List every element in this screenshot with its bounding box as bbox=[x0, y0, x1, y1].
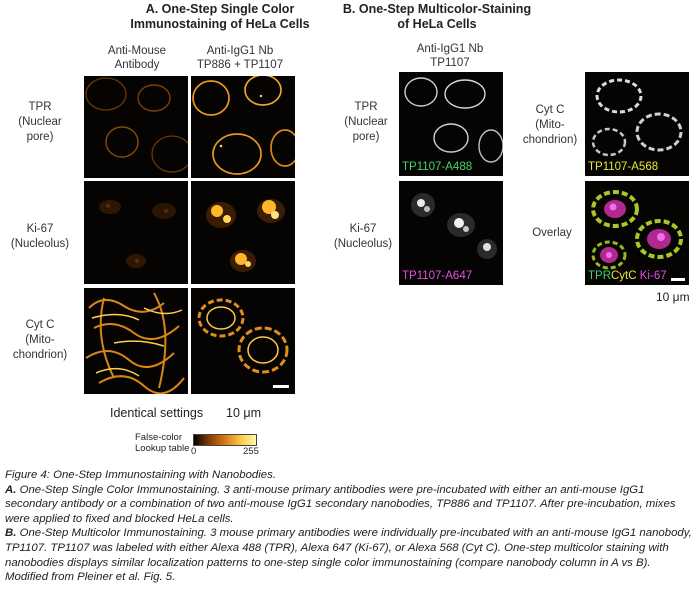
overlay-label-tpr: TPR bbox=[588, 270, 611, 282]
overlay-label-ki67: Ki-67 bbox=[639, 270, 667, 282]
row-label-tpr-a-line1: TPR bbox=[28, 101, 52, 113]
col-header-nb-line1: Anti-IgG1 Nb bbox=[206, 45, 274, 57]
lut-min: 0 bbox=[191, 446, 197, 457]
figure-caption bbox=[5, 468, 695, 585]
scale-label-a: 10 μm bbox=[226, 406, 261, 420]
channel-label-a647: TP1107-A647 bbox=[402, 270, 473, 282]
row-label-cytc-b-line3: chondrion) bbox=[522, 134, 578, 146]
panel-b-title-line1: B. One-Step Multicolor-Staining bbox=[342, 2, 532, 16]
row-label-cytc-a bbox=[0, 318, 80, 363]
channel-label-a488: TP1107-A488 bbox=[402, 161, 473, 173]
panel-a-title-line1: A. One-Step Single Color bbox=[145, 2, 295, 16]
row-label-tpr-a-line2: (Nuclear bbox=[18, 116, 62, 128]
image-tpr-a488 bbox=[399, 72, 503, 176]
panel-a-title-line2: Immunostaining of HeLa Cells bbox=[130, 17, 310, 31]
image-cytc-a568 bbox=[585, 72, 689, 176]
col-header-anti-mouse-line1: Anti-Mouse bbox=[107, 45, 167, 57]
image-overlay bbox=[585, 181, 689, 285]
image-ki67-antibody bbox=[84, 181, 188, 284]
overlay-label-cytc: CytC bbox=[611, 270, 637, 282]
row-label-overlay bbox=[522, 226, 582, 241]
row-label-ki67-a-line1: Ki-67 bbox=[26, 223, 54, 235]
row-label-tpr-a-line3: pore) bbox=[26, 131, 54, 143]
overlay-channel-labels bbox=[588, 270, 667, 283]
panel-a-title bbox=[120, 2, 320, 32]
image-ki67-a647 bbox=[399, 181, 503, 285]
panel-b-title-line2: of HeLa Cells bbox=[397, 17, 477, 31]
caption-b-text: One-Step Multicolor Immunostaining. 3 mouse primary antibodies were individually pre-incubated with an anti-mouse IgG1 nanobody, TP1107. TP1107 was labeled with either Alexa 488 (TPR), Alexa 647 (Ki-67), or Alexa 568 (Cyt C). One-step multicolor staining with nanobodies displays similar localization patterns to one-step single color immunostaining (compare nanobody column in A vs B). Modified from Pleiner et al. Fig. 5. bbox=[5, 527, 692, 584]
row-label-ki67-b-line2: (Nucleolus) bbox=[333, 238, 393, 250]
lut-gradient bbox=[193, 434, 257, 446]
row-label-cytc-a-line1: Cyt C bbox=[25, 319, 55, 331]
identical-settings-label: Identical settings bbox=[110, 406, 204, 420]
col-header-anti-mouse bbox=[84, 44, 190, 72]
row-label-cytc-a-line3: chondrion) bbox=[12, 349, 68, 361]
caption-a-text: One-Step Single Color Immunostaining. 3 anti-mouse primary antibodies were pre-incubated with either an anti-mouse IgG1 secondary antibody or a combination of two anti-mouse IgG1 secondary nanobodies, TP886 and TP1107. After pre-incubation, mixes were applied to fixed and blocked HeLa cells. bbox=[5, 483, 676, 525]
scale-bar-b bbox=[671, 278, 685, 281]
row-label-overlay-line1: Overlay bbox=[532, 227, 572, 239]
row-label-ki67-a-line2: (Nucleolus) bbox=[10, 238, 70, 250]
caption-a-label: A. bbox=[5, 483, 17, 496]
lut-max: 255 bbox=[243, 446, 259, 457]
col-header-anti-mouse-line2: Antibody bbox=[114, 59, 160, 71]
caption-figure-title: Figure 4: One-Step Immunostaining with Nanobodies. bbox=[5, 469, 276, 481]
row-label-ki67-b bbox=[324, 222, 402, 252]
row-label-tpr-b bbox=[336, 100, 396, 145]
image-cytc-nanobody bbox=[191, 288, 295, 394]
col-header-nb-line2: TP886 + TP1107 bbox=[196, 59, 284, 71]
row-label-cytc-a-line2: (Mito- bbox=[25, 334, 55, 346]
row-label-tpr-a bbox=[0, 100, 80, 145]
col-header-tp1107 bbox=[398, 42, 502, 70]
scale-bar-a bbox=[273, 385, 289, 388]
row-label-ki67-b-line1: Ki-67 bbox=[349, 223, 377, 235]
image-cytc-antibody bbox=[84, 288, 188, 394]
caption-a bbox=[5, 483, 695, 527]
lut-label-line1: False-color bbox=[135, 432, 182, 443]
scale-label-b: 10 μm bbox=[656, 290, 690, 304]
caption-b bbox=[5, 526, 695, 584]
row-label-tpr-b-line3: pore) bbox=[352, 131, 380, 143]
caption-b-label: B. bbox=[5, 527, 17, 540]
panel-b-title bbox=[332, 2, 542, 32]
row-label-ki67-a bbox=[0, 222, 80, 252]
col-header-nb bbox=[190, 44, 290, 72]
col-header-tp1107-line1: Anti-IgG1 Nb bbox=[416, 43, 484, 55]
channel-label-a568: TP1107-A568 bbox=[588, 161, 659, 173]
row-label-cytc-b bbox=[516, 103, 584, 148]
row-label-cytc-b-line1: Cyt C bbox=[535, 104, 565, 116]
row-label-tpr-b-line1: TPR bbox=[354, 101, 378, 113]
image-ki67-nanobody bbox=[191, 181, 295, 284]
row-label-tpr-b-line2: (Nuclear bbox=[344, 116, 388, 128]
lut-label bbox=[135, 432, 189, 454]
image-tpr-nanobody bbox=[191, 76, 295, 178]
row-label-cytc-b-line2: (Mito- bbox=[535, 119, 565, 131]
lut-label-line2: Lookup table bbox=[135, 443, 190, 454]
image-tpr-antibody bbox=[84, 76, 188, 178]
col-header-tp1107-line2: TP1107 bbox=[430, 57, 470, 69]
